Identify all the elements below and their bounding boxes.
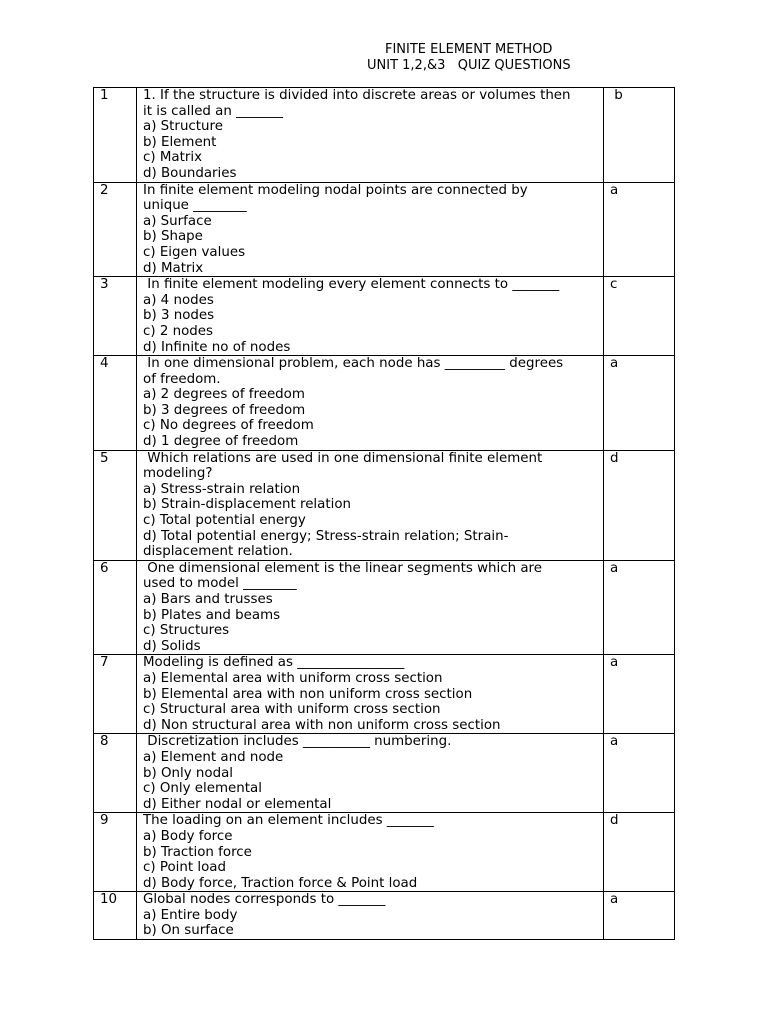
- question-line: b) Strain-displacement relation: [143, 497, 352, 513]
- question-line: d) Either nodal or elemental: [143, 796, 332, 812]
- answer-key: a: [604, 655, 675, 734]
- title-line-1: FINITE ELEMENT METHOD: [385, 42, 553, 57]
- question-line: b) Only nodal: [143, 765, 234, 781]
- question-line: unique ________: [143, 198, 247, 214]
- question-line: it is called an _______: [143, 103, 284, 119]
- question-number: 5: [94, 450, 137, 560]
- question-text: [137, 892, 604, 940]
- question-line: d) Solids: [143, 638, 201, 654]
- question-line: b) Elemental area with non uniform cross section: [143, 686, 473, 702]
- question-line: used to model ________: [143, 576, 297, 592]
- quiz-table: [93, 87, 675, 940]
- quiz-row: [94, 813, 675, 892]
- question-line: a) Bars and trusses: [143, 592, 273, 607]
- question-line: d) Infinite no of nodes: [143, 339, 291, 355]
- answer-key: a: [604, 892, 675, 940]
- question-stem-line: Modeling is defined as ________________: [143, 655, 405, 671]
- question-line: b) Element: [143, 134, 217, 150]
- question-line: b) On surface: [143, 923, 234, 939]
- title-line-2: UNIT 1,2,&3 QUIZ QUESTIONS: [367, 58, 571, 73]
- quiz-row: [94, 450, 675, 560]
- question-line: a) 2 degrees of freedom: [143, 387, 305, 403]
- question-text: [137, 277, 604, 356]
- question-stem-line: One dimensional element is the linear segments which are: [143, 560, 543, 576]
- question-line: a) Element and node: [143, 749, 284, 765]
- question-line: c) Structures: [143, 623, 230, 639]
- quiz-row: [94, 277, 675, 356]
- quiz-row: [94, 560, 675, 655]
- answer-key: a: [604, 356, 675, 451]
- question-line: a) Stress-strain relation: [143, 481, 301, 497]
- question-line: b) Traction force: [143, 844, 252, 860]
- question-line: d) Boundaries: [143, 165, 237, 181]
- question-number: 4: [94, 356, 137, 451]
- question-line: c) Point load: [143, 860, 226, 876]
- question-line: a) Body force: [143, 828, 233, 844]
- quiz-row: [94, 892, 675, 940]
- answer-key: c: [604, 277, 675, 356]
- question-stem-line: Global nodes corresponds to _______: [143, 892, 386, 908]
- question-number: 6: [94, 560, 137, 655]
- question-stem-line: In finite element modeling every element connects to _______: [143, 277, 560, 293]
- question-number: 7: [94, 655, 137, 734]
- document-title: [330, 42, 630, 74]
- question-text: [137, 356, 604, 451]
- question-line: b) 3 nodes: [143, 308, 215, 324]
- question-line: d) Total potential energy; Stress-strain relation; Strain-: [143, 528, 509, 544]
- question-line: a) 4 nodes: [143, 292, 214, 308]
- question-line: modeling?: [143, 466, 213, 482]
- answer-key: d: [604, 450, 675, 560]
- question-line: c) No degrees of freedom: [143, 418, 314, 434]
- question-line: b) Shape: [143, 229, 203, 245]
- answer-key: a: [604, 560, 675, 655]
- question-line: c) Total potential energy: [143, 513, 306, 529]
- question-line: d) Matrix: [143, 260, 204, 276]
- question-text: [137, 655, 604, 734]
- question-line: c) Only elemental: [143, 781, 262, 797]
- question-line: a) Elemental area with uniform cross section: [143, 670, 443, 686]
- quiz-row: [94, 182, 675, 277]
- answer-key: b: [604, 88, 675, 183]
- question-line: b) Plates and beams: [143, 607, 281, 623]
- question-stem-line: Discretization includes __________ numbering.: [143, 734, 452, 750]
- quiz-row: [94, 655, 675, 734]
- question-number: 2: [94, 182, 137, 277]
- question-text: [137, 734, 604, 813]
- question-line: a) Structure: [143, 119, 223, 135]
- question-line: c) Structural area with uniform cross section: [143, 702, 441, 718]
- question-line: c) Eigen values: [143, 244, 246, 260]
- question-line: d) Body force, Traction force & Point load: [143, 875, 418, 891]
- question-line: of freedom.: [143, 371, 221, 387]
- question-line: d) 1 degree of freedom: [143, 434, 299, 450]
- question-line: b) 3 degrees of freedom: [143, 402, 306, 418]
- question-number: 3: [94, 277, 137, 356]
- question-text: [137, 88, 604, 183]
- question-stem-line: 1. If the structure is divided into discrete areas or volumes then: [143, 88, 571, 103]
- question-text: [137, 182, 604, 277]
- question-stem-line: In finite element modeling nodal points are connected by: [143, 182, 528, 198]
- answer-key: a: [604, 182, 675, 277]
- question-line: c) Matrix: [143, 150, 203, 166]
- question-stem-line: Which relations are used in one dimensional finite element: [143, 450, 543, 466]
- question-stem-line: In one dimensional problem, each node has _________ degrees: [143, 356, 564, 372]
- question-text: [137, 813, 604, 892]
- question-line: c) 2 nodes: [143, 323, 214, 339]
- quiz-row: [94, 734, 675, 813]
- quiz-row: [94, 88, 675, 183]
- question-line: d) Non structural area with non uniform cross section: [143, 717, 501, 733]
- answer-key: d: [604, 813, 675, 892]
- question-line: displacement relation.: [143, 544, 293, 560]
- quiz-row: [94, 356, 675, 451]
- question-line: a) Surface: [143, 213, 212, 229]
- question-stem-line: The loading on an element includes _______: [143, 813, 434, 829]
- question-text: [137, 560, 604, 655]
- question-number: 10: [94, 892, 137, 940]
- answer-key: a: [604, 734, 675, 813]
- question-number: 9: [94, 813, 137, 892]
- question-text: [137, 450, 604, 560]
- question-number: 1: [94, 88, 137, 183]
- question-line: a) Entire body: [143, 907, 238, 923]
- question-number: 8: [94, 734, 137, 813]
- quiz-table-body: [94, 88, 675, 940]
